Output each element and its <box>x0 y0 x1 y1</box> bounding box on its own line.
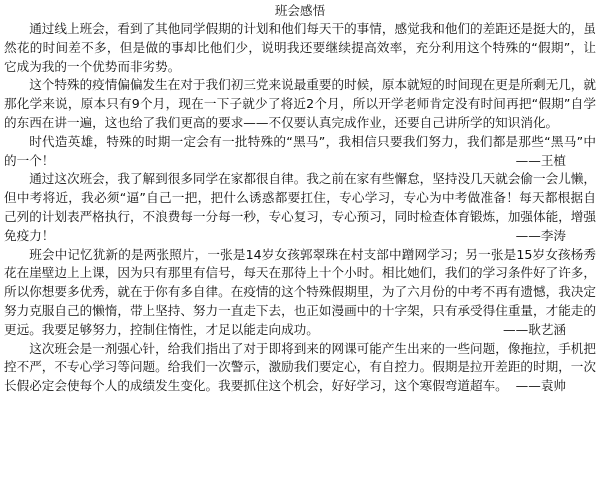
paragraph-4-text: 通过这次班会，我了解到很多同学在家都很自律。我之前在家有些懈怠，坚持没几天就会偷一会儿懒，但中考将近，我必须“逼”自己一把，把什么诱惑都要扛住，专心学习，专心为中考做准备！每天都根据自己列的计划表严格执行，不浪费每一分每一秒，专心复习，专心预习，同时检查体育锻炼，加强体能，增强免疫力！ <box>4 171 596 243</box>
paragraph-1 <box>4 20 596 76</box>
paragraph-3-signature: ——王植 <box>515 152 566 168</box>
paragraph-6-signature: ——袁帅 <box>515 378 566 394</box>
paragraph-5 <box>4 246 596 340</box>
paragraph-2-text: 这个特殊的疫情偏偏发生在对于我们初三党来说最重要的时候，原本就短的时间现在更是所剩无几，就那化学来说，原本只有9个月，现在一下子就少了将近2个月，所以开学老师肯定没有时间再把“假期”自学的东西在讲一遍，这也给了我们更高的要求——不仅要认真完成作业，还要自己讲所学的知识消化。 <box>4 77 596 130</box>
document-title: 班会感悟 <box>274 3 326 18</box>
paragraph-3 <box>4 133 596 171</box>
paragraph-6 <box>4 340 596 396</box>
paragraph-4-signature: ——李涛 <box>515 227 566 243</box>
paragraph-6-text: 这次班会是一剂强心针，给我们指出了对于即将到来的网课可能产生出来的一些问题，像拖拉，手机把控不严，不专心学习等问题。给我们一次警示，激励我们要定心，有自控力。假期是拉开差距的时期，一次长假必定会使每个人的成绩发生变化。我要抓住这个机会，好好学习，这个寒假弯道超车。 <box>4 340 596 394</box>
paragraph-4 <box>4 170 596 245</box>
paragraph-3-text: 时代造英雄，特殊的时期一定会有一批特殊的“黑马”，我相信只要我们努力，我们都是那些“黑马”中的一个！ <box>4 133 596 168</box>
paragraph-2 <box>4 76 596 132</box>
paragraph-5-text: 班会中记忆犹新的是两张照片，一张是14岁女孩郭翠珠在村支部中蹭网学习；另一张是15岁女孩杨秀花在崖壁边上上课，因为只有那里有信号，每天在那待上十个小时。相比她们，我们的学习条件好了许多，所以你想要多优秀，就在于你有多自律。在疫情的这个特殊假期里，为了六月份的中考不再有遗憾，我决定努力克服自己的懒惰，带上坚持、努力一直走下去，也正如漫画中的十字架，只有承受得住重量，才能走的更远。我要足够努力，控制住惰性，才足以能走向成功。 <box>4 246 596 337</box>
paragraph-1-text: 通过线上班会，看到了其他同学假期的计划和他们每天干的事情，感觉我和他们的差距还是挺大的，虽然花的时间差不多，但是做的事却比他们少，说明我还要继续提高效率，充分利用这个特殊的“假期”，让它成为我的一个优势而非劣势。 <box>4 21 596 74</box>
paragraph-5-signature: ——耿艺涵 <box>503 321 566 337</box>
